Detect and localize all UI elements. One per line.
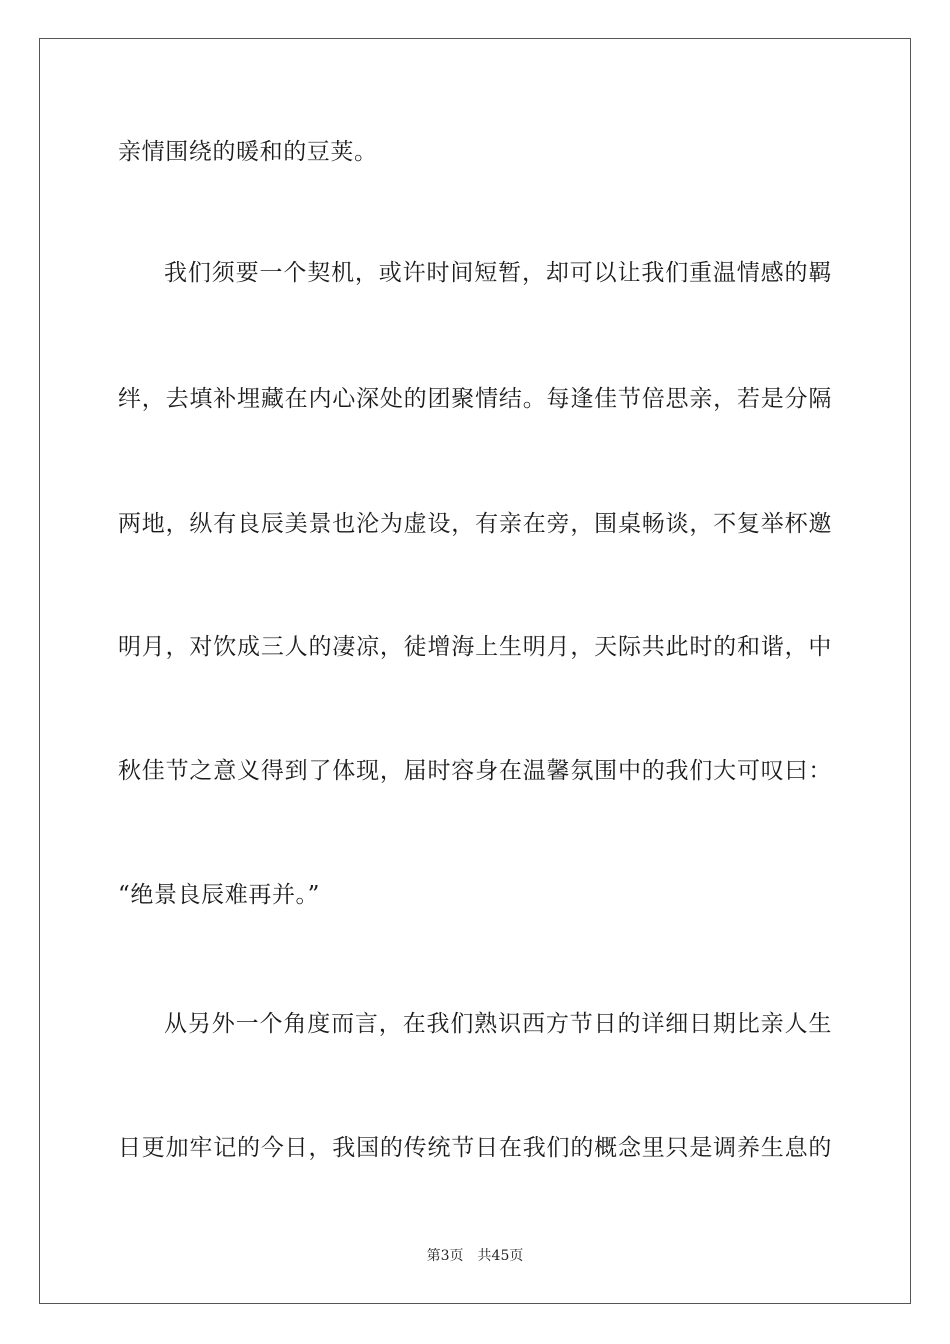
text-line: 两地，纵有良辰美景也沦为虚设，有亲在旁，围桌畅谈，不复举杯邀 <box>118 511 832 537</box>
page-number: 第3页 共45页 <box>426 1248 524 1264</box>
text-line: 日更加牢记的今日，我国的传统节日在我们的概念里只是调养生息的 <box>118 1135 832 1161</box>
text-line: 绊，去填补埋藏在内心深处的团聚情结。每逢佳节倍思亲，若是分隔 <box>118 386 832 412</box>
text-line: “绝景良辰难再并。” <box>118 882 321 908</box>
text-line: 秋佳节之意义得到了体现，届时容身在温馨氛围中的我们大可叹曰： <box>118 758 832 784</box>
text-line: 明月，对饮成三人的凄凉，徒增海上生明月，天际共此时的和谐，中 <box>118 634 832 660</box>
text-line: 亲情围绕的暖和的豆荚。 <box>118 139 378 165</box>
text-line: 从另外一个角度而言，在我们熟识西方节日的详细日期比亲人生 <box>164 1011 832 1037</box>
page-border <box>39 38 911 1304</box>
text-line: 我们须要一个契机，或许时间短暂，却可以让我们重温情感的羁 <box>164 260 832 286</box>
